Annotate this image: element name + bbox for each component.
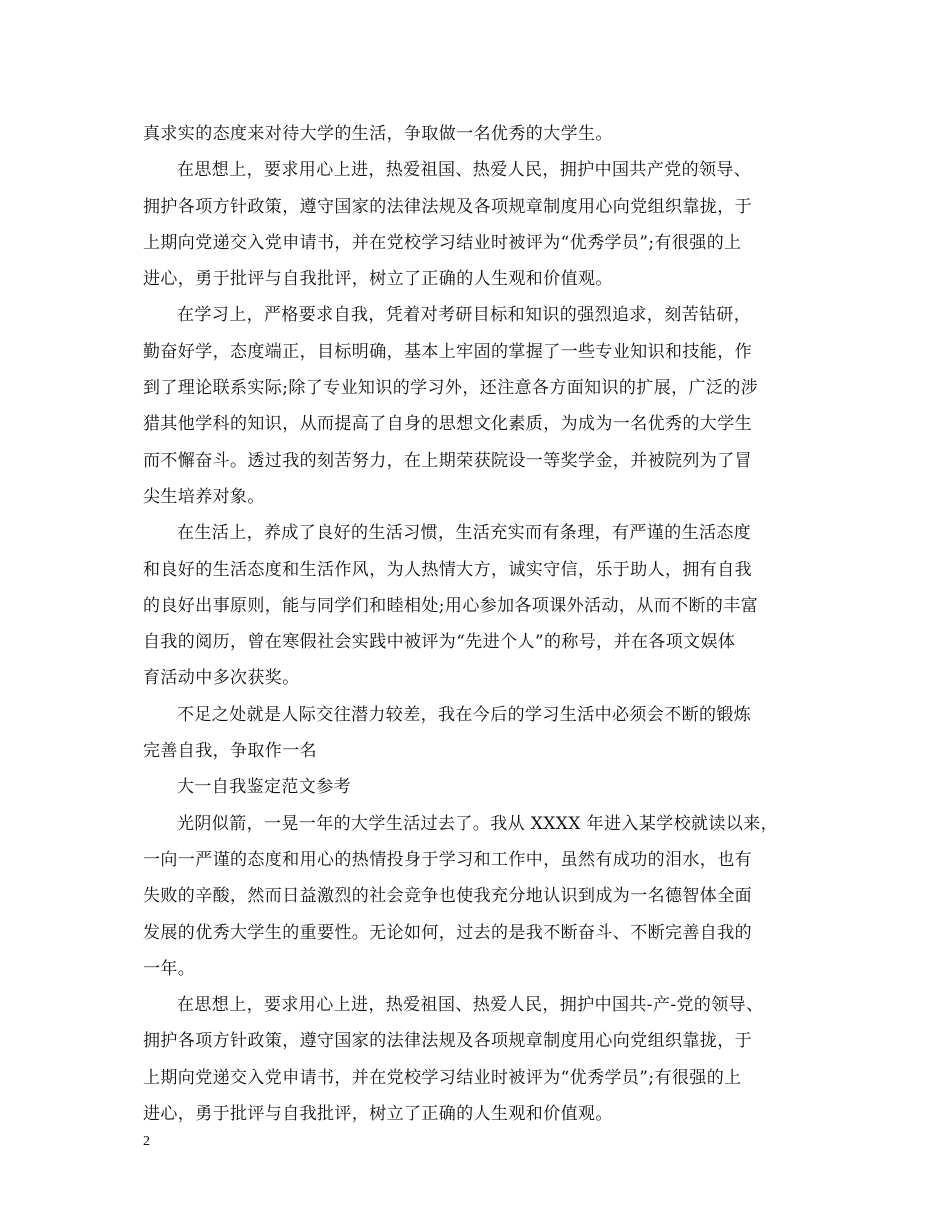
text-line: 一向一严谨的态度和用心的热情投身于学习和工作中，虽然有成功的泪水，也有 bbox=[143, 849, 752, 870]
text-line: 猎其他学科的知识，从而提高了自身的思想文化素质，为成为一名优秀的大学生 bbox=[143, 414, 752, 435]
text-line: 在生活上，养成了良好的生活习惯，生活充实而有条理，有严谨的生活态度 bbox=[177, 523, 752, 544]
page-number: 2 bbox=[143, 1134, 150, 1149]
text-line: 勤奋好学，态度端正，目标明确，基本上牢固的掌握了一些专业知识和技能，作 bbox=[143, 341, 752, 362]
text-line: 发展的优秀大学生的重要性。无论如何，过去的是我不断奋斗、不断完善自我的 bbox=[143, 922, 752, 943]
text-line: 尖生培养对象。 bbox=[143, 486, 265, 507]
text-line: 进心，勇于批评与自我批评，树立了正确的人生观和价值观。 bbox=[143, 269, 613, 290]
text-line: 真求实的态度来对待大学的生活，争取做一名优秀的大学生。 bbox=[143, 124, 613, 144]
text-line: 和良好的生活态度和生活作风，为人热情大方，诚实守信，乐于助人，拥有自我 bbox=[143, 559, 752, 580]
text-line: 一年。 bbox=[143, 958, 196, 979]
text-line: 进心，勇于批评与自我批评，树立了正确的人生观和价值观。 bbox=[143, 1104, 613, 1125]
text-line: 上期向党递交入党申请书，并在党校学习结业时被评为“优秀学员”;有很强的上 bbox=[143, 232, 742, 253]
text-line: 在思想上，要求用心上进，热爱祖国、热爱人民，拥护中国共产党的领导、 bbox=[177, 160, 752, 181]
text-line: 在学习上，严格要求自我，凭着对考研目标和知识的强烈追求，刻苦钻研， bbox=[177, 305, 752, 326]
text-line: 的良好出事原则，能与同学们和睦相处;用心参加各项课外活动，从而不断的丰富 bbox=[143, 595, 759, 616]
text-line: 育活动中多次获奖。 bbox=[143, 668, 300, 689]
text-line: 拥护各项方针政策，遵守国家的法律法规及各项规章制度用心向党组织靠拢，于 bbox=[143, 196, 752, 217]
text-line: 自我的阅历，曾在寒假社会实践中被评为“先进个人”的称号，并在各项文娱体 bbox=[143, 632, 736, 653]
text-line: 光阴似箭，一晃一年的大学生活过去了。我从 XXXX 年进入某学校就读以来， bbox=[177, 813, 779, 834]
text-line: 到了理论联系实际;除了专业知识的学习外，还注意各方面知识的扩展，广泛的涉 bbox=[143, 378, 759, 399]
text-line: 而不懈奋斗。透过我的刻苦努力，在上期荣获院设一等奖学金，并被院列为了冒 bbox=[143, 450, 752, 471]
section-heading: 大一自我鉴定范文参考 bbox=[177, 777, 351, 798]
text-line: 失败的辛酸，然而日益激烈的社会竞争也使我充分地认识到成为一名德智体全面 bbox=[143, 886, 752, 907]
document-body bbox=[143, 116, 825, 1132]
text-line: 在思想上，要求用心上进，热爱祖国、热爱人民，拥护中国共-产-党的领导、 bbox=[177, 995, 764, 1016]
text-line: 上期向党递交入党申请书，并在党校学习结业时被评为“优秀学员”;有很强的上 bbox=[143, 1067, 742, 1088]
text-line: 拥护各项方针政策，遵守国家的法律法规及各项规章制度用心向党组织靠拢，于 bbox=[143, 1031, 752, 1052]
text-line: 不足之处就是人际交往潜力较差，我在今后的学习生活中必须会不断的锻炼 bbox=[177, 704, 752, 725]
text-line: 完善自我，争取作一名 bbox=[143, 741, 317, 762]
